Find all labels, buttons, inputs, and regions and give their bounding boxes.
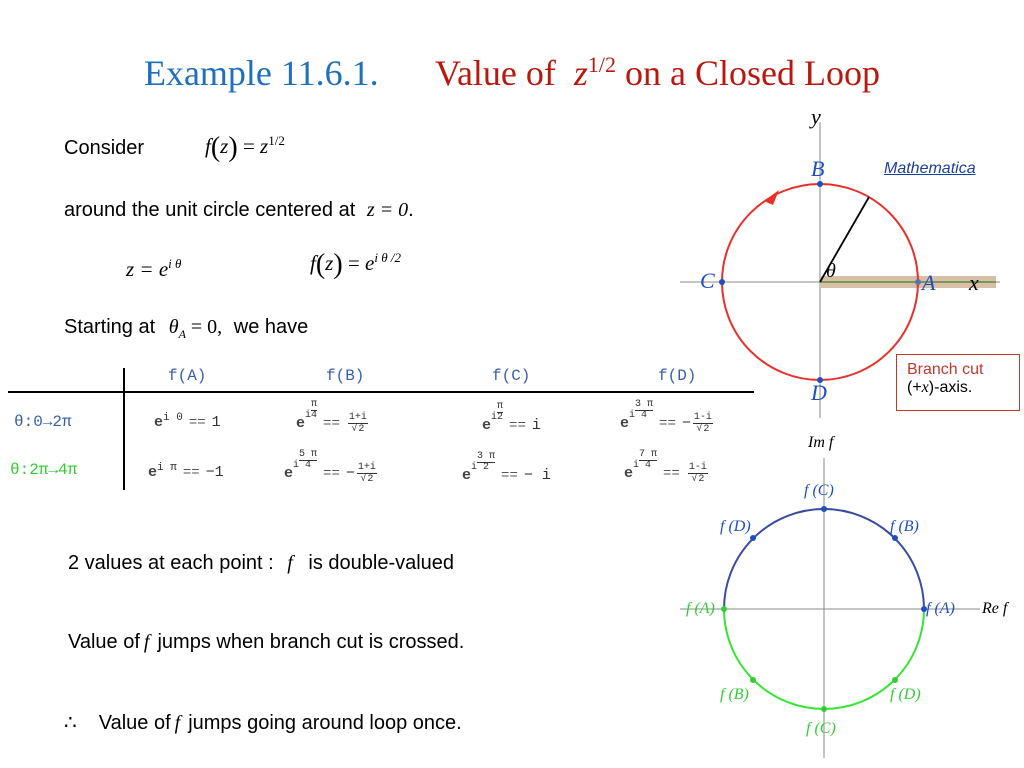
w-label-fB-bot: f (B): [720, 686, 749, 703]
r2-d-den: 4: [645, 460, 652, 471]
f-def-z: z: [325, 251, 334, 275]
point-C: [719, 279, 725, 285]
e-sym: e: [482, 417, 492, 434]
w-point-fB-bot: [750, 677, 756, 683]
w-point-fC-bot: [821, 706, 827, 712]
r2-d-rnum: 1-i: [688, 461, 707, 473]
bc-pre: (+: [907, 379, 922, 396]
branch-cut-detail: [907, 379, 1019, 397]
label-C: C: [700, 268, 715, 293]
values-table: [8, 362, 756, 492]
e-sym: e: [148, 464, 158, 481]
row2-label: θ:2π→4π: [10, 461, 78, 479]
y-axis-label: y: [811, 104, 821, 129]
e-sym: e: [154, 414, 164, 431]
bc-x: x: [921, 379, 929, 396]
r1-a-val: 1: [211, 414, 221, 431]
r1-c-val: i: [531, 417, 541, 434]
e-sym: e: [624, 465, 634, 482]
around-label: around the unit circle centered at: [64, 199, 356, 221]
r1-b-rden: 2: [358, 423, 365, 435]
w-point-fD-bot: [892, 677, 898, 683]
r2-c-num: 3 π: [477, 451, 496, 462]
w-label-fD-bot: f (D): [890, 686, 921, 703]
consider-text: Consider: [64, 137, 145, 159]
theta-sub: A: [178, 327, 186, 341]
w-plane-diagram: [680, 450, 1024, 762]
around-text: around the unit circle centered at z = 0.: [64, 199, 414, 221]
jump-loop-suffix: jumps going around loop once.: [188, 712, 462, 734]
r1-b-num: π: [311, 399, 318, 410]
r2-fD: $e^i$ $\frac{7 \pi}{4}==$ $\frac{1-i}{√2}$: [624, 449, 707, 485]
jump-cut-prefix: Value of: [68, 631, 140, 653]
theta-a: [168, 316, 223, 341]
r1-fB: $e^i$ $\frac{\pi}{4}==$ $\frac{1+i}{√2}$: [296, 399, 367, 435]
header-fD: f(D): [658, 367, 697, 385]
e-sym: e: [462, 467, 472, 484]
row1-label: θ:0→2π: [14, 413, 72, 431]
title-suffix: on a Closed Loop: [625, 53, 881, 93]
slide-title: [0, 52, 1024, 94]
title-text: [435, 53, 880, 93]
theta-symbol: θ: [168, 316, 179, 338]
w-label-fA-right: f (A): [926, 600, 955, 617]
f-inline-2: f: [143, 631, 150, 653]
branch-cut-note: [896, 354, 1020, 411]
title-var: z: [573, 53, 588, 93]
eqeq: ==: [663, 466, 680, 482]
z-symbol-2: z: [260, 134, 269, 158]
starting-text: [64, 316, 308, 342]
e-sym: e: [284, 465, 294, 482]
eqeq: ==: [323, 416, 340, 432]
r1-d-num: 3 π: [635, 399, 654, 410]
r1-a-exp: i 0: [163, 412, 183, 424]
eqeq: ==: [182, 465, 200, 481]
r2-fC: [462, 452, 551, 484]
double-valued-text: [68, 552, 454, 575]
i-sym: i: [471, 462, 478, 473]
header-fC: f(C): [492, 367, 531, 385]
f-inline-3: f: [174, 712, 181, 734]
w-label-fD-top: f (D): [720, 518, 751, 535]
double-valued-suffix: is double-valued: [308, 552, 455, 574]
r2-b-num: 5 π: [299, 449, 318, 460]
r1-d-den: 4: [641, 410, 648, 421]
point-A: [915, 279, 921, 285]
f-def-symbol: f: [310, 251, 316, 275]
r1-fD: $e^i$ $\frac{3 \pi}{4}==$ − $\frac{1-i}{√2}$: [620, 399, 712, 435]
f-definition: $f(z) = e^{i \theta /2}$: [310, 249, 401, 280]
i-sym: i: [629, 410, 636, 421]
w-point-fA-left: [721, 606, 727, 612]
eqeq: ==: [509, 418, 526, 434]
mathematica-link[interactable]: Mathematica: [884, 160, 976, 177]
jump-loop-text: [64, 710, 462, 735]
im-axis-label: Im f: [808, 434, 834, 451]
r2-b-den: 4: [305, 460, 312, 471]
w-label-fA-left: f (A): [686, 600, 715, 617]
r1-c-den: 2: [497, 412, 504, 423]
f-inline: f: [287, 552, 293, 574]
jump-loop-prefix: Value of: [98, 712, 171, 734]
header-fB: f(B): [326, 367, 365, 385]
w-label-fC-top: f (C): [804, 482, 834, 499]
label-D: D: [811, 380, 827, 405]
i-sym: i: [305, 410, 312, 421]
theta-value: = 0,: [190, 316, 223, 338]
w-point-fC-top: [821, 506, 827, 512]
e-sym: e: [296, 415, 306, 432]
i-sym: i: [293, 460, 300, 471]
eqeq: ==: [659, 416, 676, 432]
example-number: Example 11.6.1.: [143, 53, 379, 93]
r2-fB: $e^i$ $\frac{5 \pi}{4}==$ − $\frac{1+i}{√2}$: [284, 449, 376, 485]
r2-fA: [148, 462, 224, 481]
branch-cut-title: Branch cut: [907, 361, 984, 378]
r1-c-num: π: [497, 401, 504, 412]
w-label-fB-top: f (B): [890, 518, 919, 535]
f-def-exp: i θ /2: [374, 250, 401, 265]
i-sym: i: [633, 460, 640, 471]
z-def-lhs: z = e: [126, 257, 169, 281]
label-B: B: [811, 156, 825, 181]
starting-suffix: we have: [233, 316, 309, 338]
therefore-symbol: ∴: [64, 712, 77, 734]
r2-d-rden: 2: [698, 473, 705, 485]
r2-b-sign: −: [345, 465, 355, 482]
r1-fA: [154, 412, 221, 431]
r1-d-rnum: 1-i: [693, 411, 712, 423]
jump-cut-suffix: jumps when branch cut is crossed.: [157, 631, 465, 653]
eqeq: ==: [323, 466, 340, 482]
center-eq: z = 0: [366, 199, 409, 221]
title-prefix: Value of: [434, 53, 556, 93]
eqeq: ==: [188, 415, 206, 431]
title-exp: 1/2: [587, 52, 617, 77]
e-sym: e: [620, 415, 630, 432]
r1-d-sign: −: [681, 415, 691, 432]
function-definition: $f(z) = z^{1/2}$: [205, 132, 285, 163]
i-sym: i: [491, 412, 498, 423]
re-axis-label: Re f: [982, 600, 1008, 617]
label-A: A: [922, 270, 936, 295]
double-valued-prefix: 2 values at each point :: [68, 552, 274, 574]
r1-b-rnum: 1+i: [348, 411, 367, 423]
f-def-equals: =: [347, 251, 360, 275]
theta-label: θ: [826, 260, 836, 282]
x-axis-label: x: [969, 270, 979, 295]
r2-c-den: 2: [483, 462, 490, 473]
r1-d-rden: 2: [703, 423, 710, 435]
z-symbol: z: [220, 134, 229, 158]
jump-cut-text: [68, 631, 464, 654]
eqeq: ==: [501, 468, 518, 484]
header-fA: f(A): [168, 367, 207, 385]
equals: =: [242, 134, 255, 158]
f-symbol: f: [205, 134, 211, 158]
r2-c-val: − i: [523, 467, 551, 484]
w-label-fC-bot: f (C): [806, 720, 836, 737]
r2-d-num: 7 π: [639, 449, 658, 460]
r2-a-val: −1: [205, 464, 224, 481]
direction-arrow: [764, 190, 779, 205]
z-definition: [126, 256, 181, 282]
z-def-exp: i θ: [168, 256, 182, 271]
w-point-fD-top: [750, 535, 756, 541]
bc-post: )-axis.: [928, 379, 973, 396]
starting-prefix: Starting at: [64, 316, 156, 338]
exponent-half: 1/2: [268, 133, 285, 148]
r1-b-den: 4: [311, 410, 318, 421]
r2-a-exp: i π: [157, 462, 177, 474]
r2-b-rnum: 1+i: [357, 461, 376, 473]
r2-b-rden: 2: [367, 473, 374, 485]
r1-fC: [482, 402, 541, 434]
